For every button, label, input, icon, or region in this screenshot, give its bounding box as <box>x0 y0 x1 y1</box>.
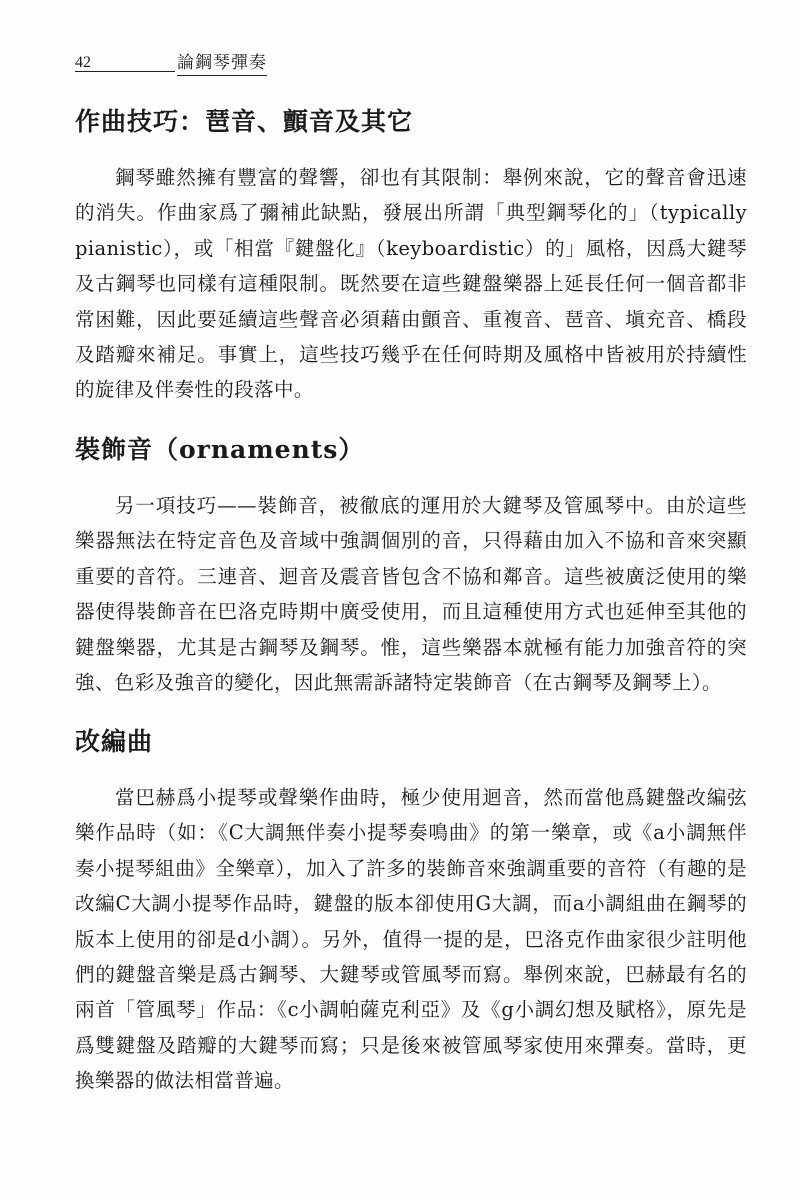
running-header <box>75 48 355 74</box>
running-title: 論鋼琴彈奏 <box>177 48 267 76</box>
page-number: 42 <box>75 54 91 71</box>
section-heading-arrangements: 改編曲 <box>75 727 154 756</box>
section-heading-ornaments: 裝飾音（ornaments） <box>75 435 365 464</box>
section-heading-techniques: 作曲技巧：琶音、顫音及其它 <box>75 107 414 136</box>
paragraph-ornaments: 另一項技巧——裝飾音，被徹底的運用於大鍵琴及管風琴中。由於這些樂器無法在特定音色及音域中強調個別的音，只得藉由加入不協和音來突顯重要的音符。三連音、迴音及震音皆包含不協和鄰音。這些被廣泛使用的樂器使得裝飾音在巴洛克時期中廣受使用，而且這種使用方式也延伸至其他的鍵盤樂器，尤其是古鋼琴及鋼琴。惟，這些樂器本就極有能力加強音符的突強、色彩及強音的變化，因此無需訴諸特定裝飾音（在古鋼琴及鋼琴上）。 <box>75 494 747 695</box>
paragraph-arrangements: 當巴赫爲小提琴或聲樂作曲時，極少使用迴音，然而當他爲鍵盤改編弦樂作品時（如：《C大調無伴奏小提琴奏鳴曲》的第一樂章，或《a小調無伴奏小提琴組曲》全樂章），加入了許多的裝飾音來強調重要的音符（有趣的是改編C大調小提琴作品時，鍵盤的版本卻使用G大調，而a小調組曲在鋼琴的版本上使用的卻是d小調）。另外，值得一提的是，巴洛克作曲家很少註明他們的鍵盤音樂是爲古鋼琴、大鍵琴或管風琴而寫。舉例來說，巴赫最有名的兩首「管風琴」作品：《c小調帕薩克利亞》及《g小調幻想及賦格》，原先是爲雙鍵盤及踏瓣的大鍵琴而寫；只是後來被管風琴家使用來彈奏。當時，更換樂器的做法相當普遍。 <box>75 786 747 1093</box>
header-rule <box>75 71 175 72</box>
paragraph-techniques: 鋼琴雖然擁有豐富的聲響，卻也有其限制：舉例來說，它的聲音會迅速的消失。作曲家爲了彌補此缺點，發展出所謂「典型鋼琴化的」（typically pianistic），或「相當『鍵盤化』（keyboardistic）的」風格，因爲大鍵琴及古鋼琴也同樣有這種限制。既然要在這些鍵盤樂器上延長任何一個音都非常困難，因此要延續這些聲音必須藉由顫音、重複音、琶音、塡充音、橋段及踏瓣來補足。事實上，這些技巧幾乎在任何時期及風格中皆被用於持續性的旋律及伴奏性的段落中。 <box>75 166 747 402</box>
